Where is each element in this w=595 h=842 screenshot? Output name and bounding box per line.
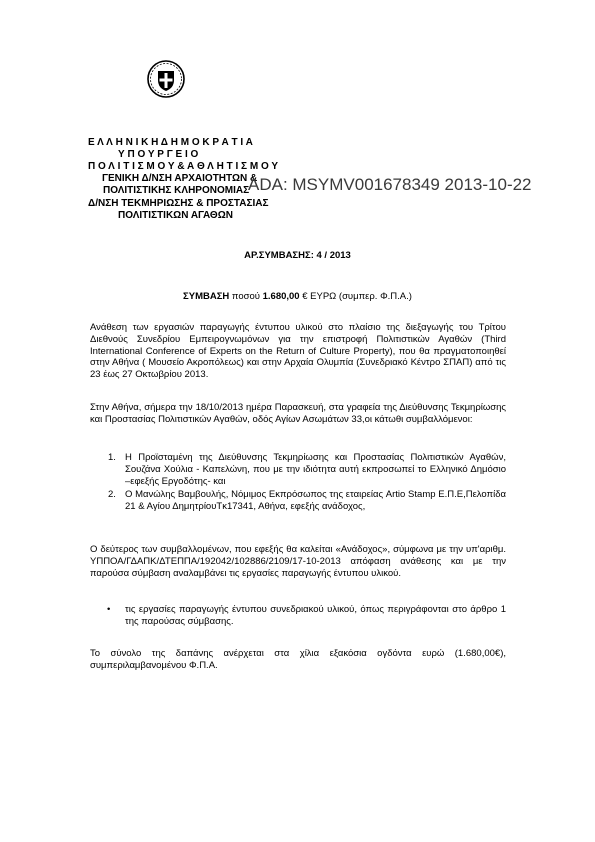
greek-coat-of-arms-emblem [147,60,185,98]
paragraph-total-cost: Το σύνολο της δαπάνης ανέρχεται στα χίλια εξακόσια ογδόντα ευρώ (1.680,00€), συμπεριλαμβανομένου Φ.Π.Α. [90,648,506,671]
ada-stamp: ADA: ΜSYMV001678349 2013-10-22 [248,175,532,194]
party-1-text: Η Προϊσταμένη της Διεύθυνσης Τεκμηρίωσης και Προστασίας Πολιτιστικών Αγαθών, Σουζάνα Χούλια - Καπελώνη, που με την ιδιότητα αυτή εκπροσωπεί το Ελληνικό Δημόσιο –εφεξής Εργοδότης- και [125,452,506,487]
contract-text-post: € ΕΥΡΩ (συμπερ. Φ.Π.Α.) [302,291,412,302]
contract-amount: 1.680,00 [262,291,300,302]
contract-label: ΣΥΜΒΑΣΗ [183,291,230,302]
party-2-text: Ο Μανώλης Βαμβουλής, Νόμιμος Εκπρόσωπος της εταιρείας Artio Stamp Ε.Π.Ε,Πελοπίδα 21 & Αγίου ΔημητρίουΤκ17341, Αθήνα, εφεξής ανάδοχος, [125,489,506,512]
header-ministry-name: Π Ο Λ Ι Τ Ι Σ Μ Ο Υ & Α Θ Λ Η Τ Ι Σ Μ Ο Υ [88,161,278,172]
header-general-directorate: ΓΕΝΙΚΗ Δ/ΝΣΗ ΑΡΧΑΙΟΤΗΤΩΝ & [102,173,258,184]
paragraph-assignment: Ανάθεση των εργασιών παραγωγής έντυπου υλικού στο πλαίσιο της διεξαγωγής του Τρίτου Διεθνούς Συνεδρίου Εμπειρογνωμόνων για την επιστροφή Πολιτιστικών Αγαθών (Third International Conference of Experts on the Return of Culture Property), που θα πραγματοποιηθεί στην Αθήνα ( Μουσείο Ακροπόλεως) και στην Αρχαία Ολυμπία (Συνεδριακό Κέντρο ΣΠΑΠ) από τις 23 έως 27 Οκτωβρίου 2013. [90,322,506,381]
paragraph-contractor: Ο δεύτερος των συμβαλλομένων, που εφεξής θα καλείται «Ανάδοχος», σύμφωνα με την υπ'αριθμ. ΥΠΠΟΑ/ΓΔΑΠΚ/ΔΤΕΠΠΑ/192042/102886/2109/17-10-2013 απόφαση ανάθεσης και με την παρούσα σύμβαση αναλαμβάνει τις εργασίες παραγωγής έντυπου υλικού. [90,544,506,579]
header-cultural-goods: ΠΟΛΙΤΙΣΤΙΚΩΝ ΑΓΑΘΩΝ [118,210,233,221]
bullet-icon: • [107,604,111,615]
header-directorate: Δ/ΝΣΗ ΤΕΚΜΗΡΙΩΣΗΣ & ΠΡΟΣΤΑΣΙΑΣ [88,198,269,209]
contract-text-pre: ποσού [231,291,260,302]
header-ministry: Υ Π Ο Υ Ρ Γ Ε Ι Ο [118,149,199,160]
header-republic: Ε Λ Λ Η Ν Ι Κ Η Δ Η Μ Ο Κ Ρ Α Τ Ι Α [88,137,253,148]
contract-number: ΑΡ.ΣΥΜΒΑΣΗΣ: 4 / 2013 [244,250,351,261]
contract-amount-line [0,291,595,302]
paragraph-date-place: Στην Αθήνα, σήμερα την 18/10/2013 ημέρα Παρασκευή, στα γραφεία της Διεύθυνσης Τεκμηρίωσης και Προστασίας Πολιτιστικών Αγαθών, οδός Αγίων Ασωμάτων 33,οι κάτωθι συμβαλλόμενοι: [90,402,506,425]
party-1-number: 1. [108,452,116,463]
bullet-text: τις εργασίες παραγωγής έντυπου συνεδριακού υλικού, όπως περιγράφονται στο άρθρο 1 της παρούσας σύμβασης. [125,604,506,627]
header-cultural-heritage: ΠΟΛΙΤΙΣΤΙΚΗΣ ΚΛΗΡΟΝΟΜΙΑΣ [103,185,250,196]
party-2-number: 2. [108,489,116,500]
